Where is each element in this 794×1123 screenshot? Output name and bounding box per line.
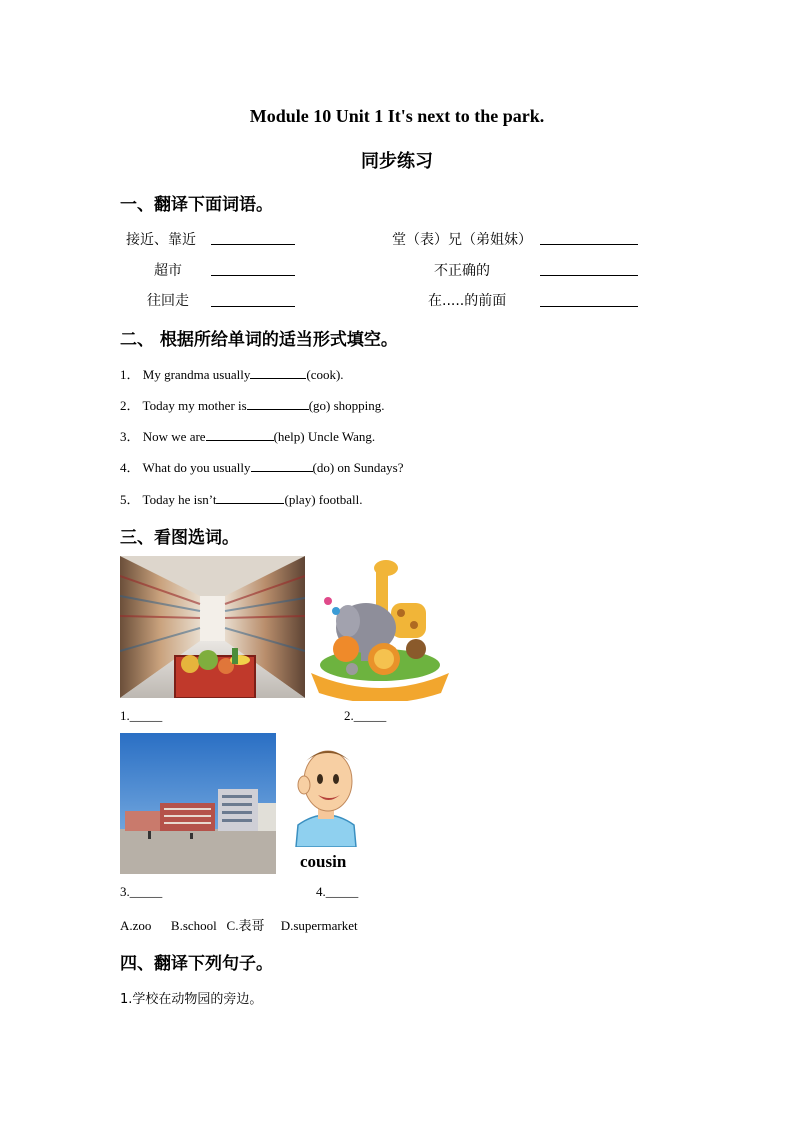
page-subtitle: 同步练习 (361, 151, 433, 172)
answer-blank[interactable] (250, 366, 306, 379)
supermarket-image (120, 556, 305, 698)
section3-heading: 三、看图选词。 (120, 528, 239, 548)
answer-blank[interactable] (211, 275, 295, 276)
item-text-after: (go) shopping. (308, 398, 385, 413)
item-text-after: (help) Uncle Wang. (273, 429, 376, 444)
fill-item (120, 489, 362, 508)
item-number: 2． (120, 398, 140, 413)
item-text-before: Today he isn’t (142, 492, 217, 507)
vocab-term: 往回走 (147, 293, 189, 309)
school-image (120, 733, 276, 874)
answer-blank[interactable] (540, 244, 638, 245)
fill-item (120, 395, 385, 414)
item-text-before: Now we are (142, 429, 206, 444)
fill-item (120, 364, 344, 383)
fill-item (120, 457, 404, 476)
section2-heading: 二、 根据所给单词的适当形式填空。 (120, 330, 398, 350)
fill-item (120, 426, 375, 445)
vocab-term: 在.....的前面 (428, 293, 507, 309)
item-number: 1． (120, 367, 140, 382)
answer-options: A.zoo B.school C.表哥 D.supermarket (120, 918, 358, 933)
translation-item: 1.学校在动物园的旁边。 (120, 992, 263, 1007)
answer-blank[interactable] (216, 491, 284, 504)
answer-blank[interactable] (211, 244, 295, 245)
vocab-term: 不正确的 (434, 263, 490, 279)
item-text-before: Today my mother is (142, 398, 247, 413)
answer-blank[interactable] (251, 459, 313, 472)
cousin-image (290, 743, 362, 847)
vocab-term: 超市 (154, 263, 182, 279)
item-number: 4． (120, 460, 140, 475)
item-text-after: (play) football. (284, 492, 363, 507)
picture-label: 4._____ (316, 884, 359, 899)
picture-label: 3._____ (120, 884, 163, 899)
answer-blank[interactable] (247, 397, 309, 410)
zoo-animals-image (306, 553, 454, 701)
cousin-caption: cousin (300, 852, 347, 871)
item-text-after: (cook). (306, 367, 344, 382)
item-text-after: (do) on Sundays? (312, 460, 404, 475)
vocab-term: 堂（表）兄（弟姐妹） (392, 232, 532, 248)
page-title: Module 10 Unit 1 It's next to the park. (249, 106, 545, 126)
item-text-before: What do you usually (142, 460, 251, 475)
vocab-term: 接近、靠近 (126, 232, 196, 248)
answer-blank[interactable] (540, 306, 638, 307)
picture-label: 2._____ (344, 708, 387, 723)
section4-heading: 四、翻译下列句子。 (120, 954, 273, 974)
answer-blank[interactable] (206, 428, 274, 441)
answer-blank[interactable] (540, 275, 638, 276)
item-number: 5． (120, 492, 140, 507)
item-text-before: My grandma usually (142, 367, 251, 382)
answer-blank[interactable] (211, 306, 295, 307)
item-number: 3． (120, 429, 140, 444)
section1-heading: 一、翻译下面词语。 (120, 195, 273, 215)
picture-label: 1._____ (120, 708, 163, 723)
